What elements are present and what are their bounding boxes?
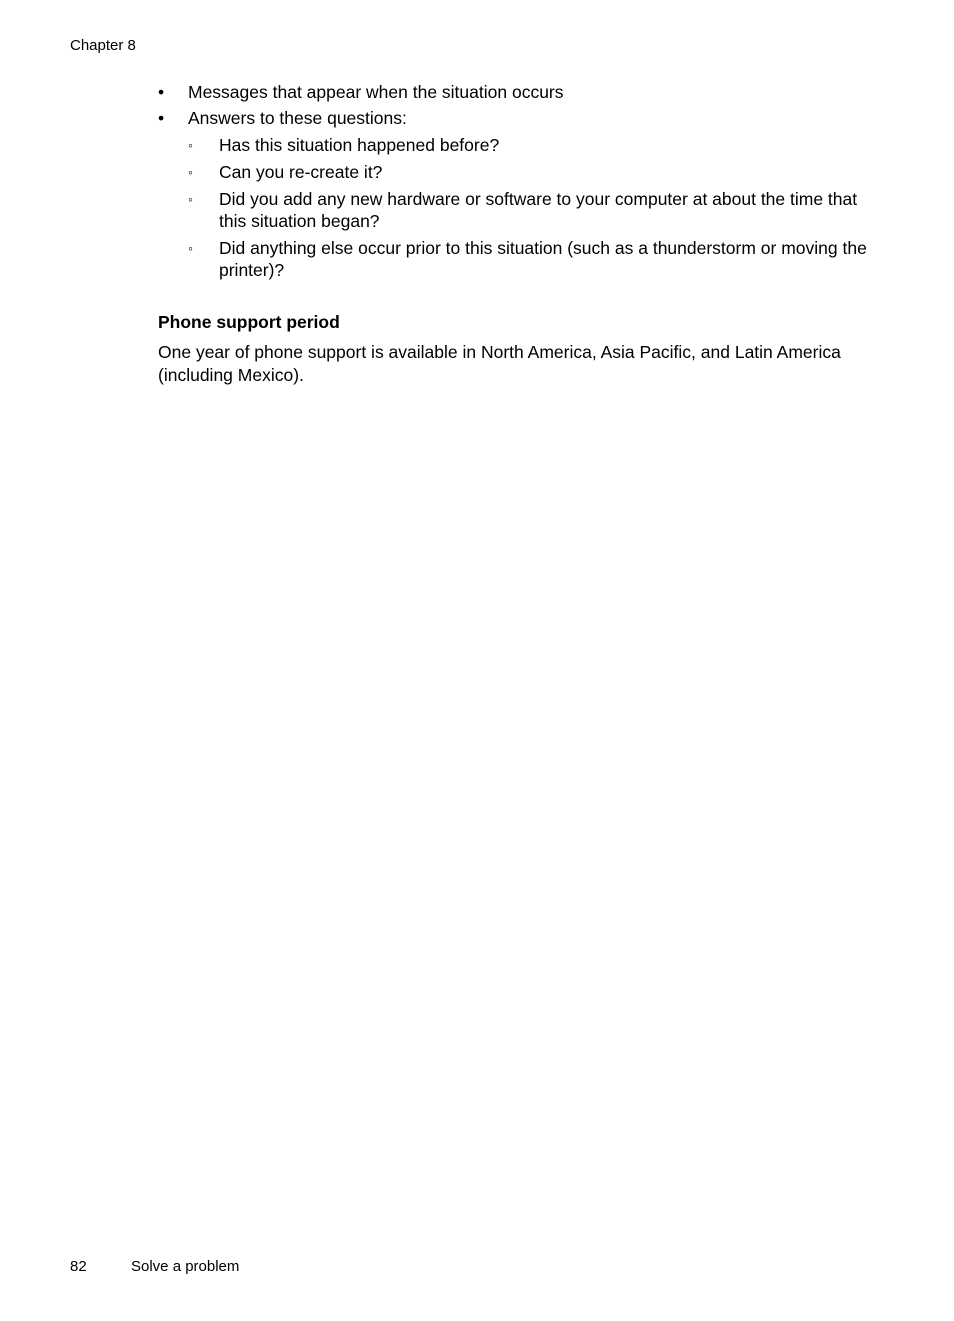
bullet-icon: • xyxy=(158,82,165,102)
sublist-item-text: Did you add any new hardware or software to your computer at about the time that this situation began? xyxy=(219,189,858,231)
page-footer xyxy=(70,1258,239,1276)
bullet-icon: • xyxy=(158,108,165,128)
questions-sublist xyxy=(188,134,874,281)
list-item xyxy=(158,107,874,281)
circle-bullet-icon: ◦ xyxy=(188,164,193,180)
list-item xyxy=(158,81,874,103)
footer-section-title: Solve a problem xyxy=(131,1258,240,1275)
section-body: One year of phone support is available in North America, Asia Pacific, and Latin America (including Mexico). xyxy=(158,342,841,385)
sublist-item-text: Has this situation happened before? xyxy=(219,135,500,155)
page-content xyxy=(158,81,874,387)
chapter-label: Chapter 8 xyxy=(70,37,136,54)
page-number: 82 xyxy=(70,1258,87,1275)
sublist-item xyxy=(188,161,874,183)
sublist-item xyxy=(188,237,874,281)
info-list xyxy=(158,81,874,281)
sublist-item-text: Did anything else occur prior to this situation (such as a thunderstorm or moving the printer)? xyxy=(219,238,867,280)
sublist-item-text: Can you re-create it? xyxy=(219,162,383,182)
running-header xyxy=(70,37,136,55)
section-heading: Phone support period xyxy=(158,312,340,332)
sublist-item xyxy=(188,188,874,232)
circle-bullet-icon: ◦ xyxy=(188,240,193,256)
circle-bullet-icon: ◦ xyxy=(188,137,193,153)
list-item-text: Answers to these questions: xyxy=(188,108,407,128)
circle-bullet-icon: ◦ xyxy=(188,191,193,207)
list-item-text: Messages that appear when the situation occurs xyxy=(188,82,564,102)
sublist-item xyxy=(188,134,874,156)
